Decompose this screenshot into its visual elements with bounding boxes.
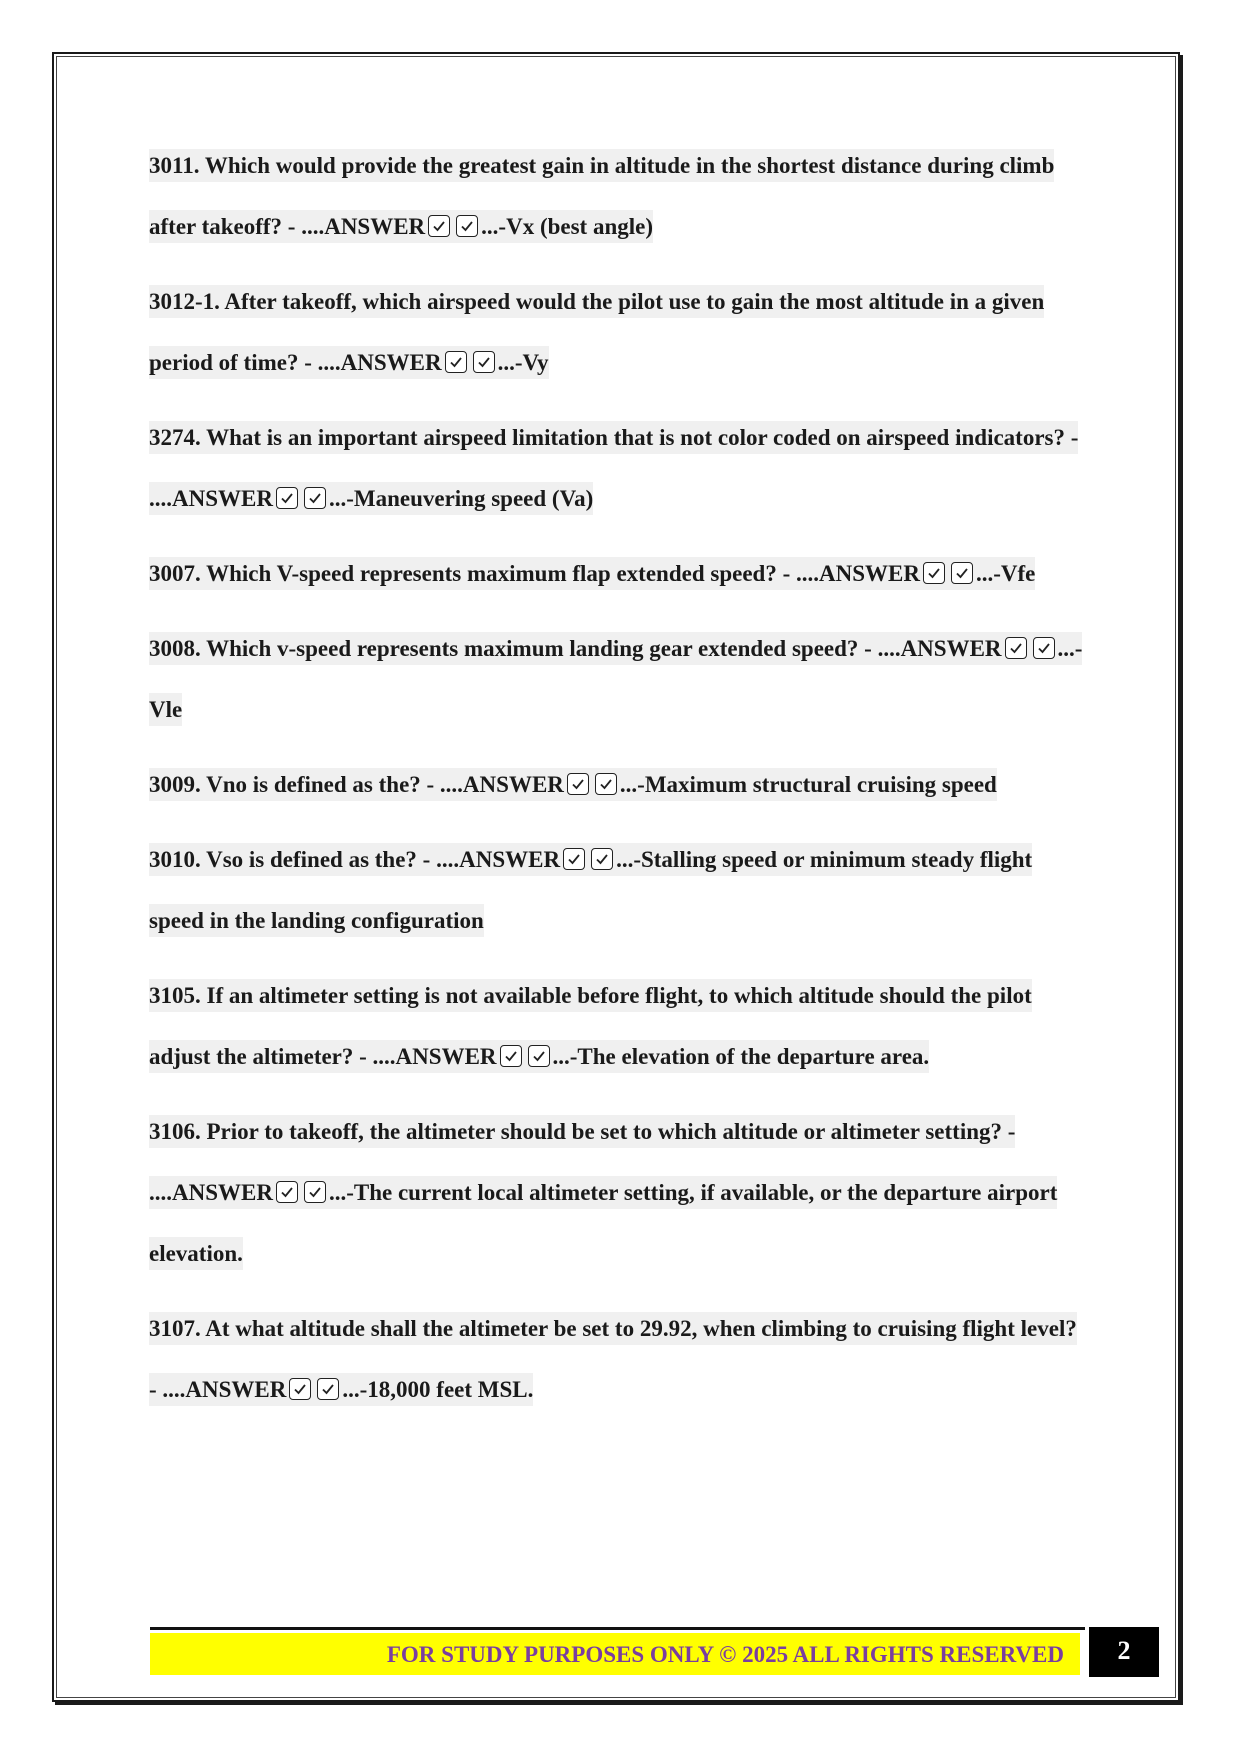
question-text: 3011. Which would provide the greatest gain in altitude in the shortest distance during climb after takeoff? - ....ANSWER bbox=[149, 153, 1055, 239]
check-box-icon bbox=[591, 848, 613, 870]
question-item bbox=[149, 135, 1084, 257]
check-box-icon bbox=[951, 562, 973, 584]
check-box-icon bbox=[317, 1378, 339, 1400]
check-box-icon bbox=[473, 351, 495, 373]
footer-banner bbox=[150, 1633, 1080, 1675]
answer-text: ...-Stalling speed or minimum steady flight speed in the landing configuration bbox=[149, 847, 1033, 933]
question-item bbox=[149, 271, 1084, 393]
question-text: 3009. Vno is defined as the? - ....ANSWER bbox=[149, 772, 564, 797]
check-box-icon bbox=[528, 1045, 550, 1067]
answer-text: ...-Vle bbox=[149, 636, 1083, 722]
answer-text: ...-Vy bbox=[497, 350, 549, 375]
question-item bbox=[149, 407, 1084, 529]
question-text: 3274. What is an important airspeed limitation that is not color coded on airspeed indicators? - ....ANSWER bbox=[149, 425, 1079, 511]
answer-text: ...-Vx (best angle) bbox=[481, 214, 654, 239]
question-item bbox=[149, 754, 1084, 815]
question-text: 3010. Vso is defined as the? - ....ANSWER bbox=[149, 847, 561, 872]
question-item bbox=[149, 829, 1084, 951]
question-item bbox=[149, 965, 1084, 1087]
answer-text: ...-Maximum structural cruising speed bbox=[619, 772, 997, 797]
check-box-icon bbox=[567, 773, 589, 795]
question-text: 3106. Prior to takeoff, the altimeter should be set to which altitude or altimeter setting? - ....ANSWER bbox=[149, 1119, 1016, 1205]
answer-text: ...-The elevation of the departure area. bbox=[552, 1044, 930, 1069]
check-box-icon bbox=[289, 1378, 311, 1400]
answer-text: ...-The current local altimeter setting, if available, or the departure airport elevation. bbox=[149, 1180, 1058, 1266]
footer-divider bbox=[150, 1627, 1085, 1630]
check-box-icon bbox=[304, 487, 326, 509]
answer-text: ...-18,000 feet MSL. bbox=[342, 1377, 534, 1402]
question-item bbox=[149, 1298, 1084, 1420]
check-box-icon bbox=[1005, 637, 1027, 659]
page-number: 2 bbox=[1089, 1627, 1159, 1677]
question-list bbox=[149, 135, 1084, 1434]
question-item bbox=[149, 543, 1084, 604]
check-box-icon bbox=[595, 773, 617, 795]
answer-text: ...-Maneuvering speed (Va) bbox=[328, 486, 594, 511]
check-box-icon bbox=[1033, 637, 1055, 659]
question-item bbox=[149, 1101, 1084, 1284]
check-box-icon bbox=[923, 562, 945, 584]
check-box-icon bbox=[304, 1181, 326, 1203]
check-box-icon bbox=[563, 848, 585, 870]
question-text: 3107. At what altitude shall the altimeter be set to 29.92, when climbing to cruising flight level? - ....ANSWER bbox=[149, 1316, 1077, 1402]
check-box-icon bbox=[445, 351, 467, 373]
check-box-icon bbox=[456, 215, 478, 237]
check-box-icon bbox=[276, 1181, 298, 1203]
answer-text: ...-Vfe bbox=[975, 561, 1036, 586]
question-text: 3105. If an altimeter setting is not available before flight, to which altitude should the pilot adjust the altimeter? - ....ANSWER bbox=[149, 983, 1032, 1069]
check-box-icon bbox=[500, 1045, 522, 1067]
check-box-icon bbox=[428, 215, 450, 237]
footer-text: FOR STUDY PURPOSES ONLY © 2025 ALL RIGHTS RESERVED bbox=[386, 1642, 1064, 1667]
question-text: 3008. Which v-speed represents maximum landing gear extended speed? - ....ANSWER bbox=[149, 636, 1002, 661]
question-text: 3012-1. After takeoff, which airspeed would the pilot use to gain the most altitude in a given period of time? - ....ANSWER bbox=[149, 289, 1045, 375]
check-box-icon bbox=[276, 487, 298, 509]
question-text: 3007. Which V-speed represents maximum flap extended speed? - ....ANSWER bbox=[149, 561, 920, 586]
question-item bbox=[149, 618, 1084, 740]
